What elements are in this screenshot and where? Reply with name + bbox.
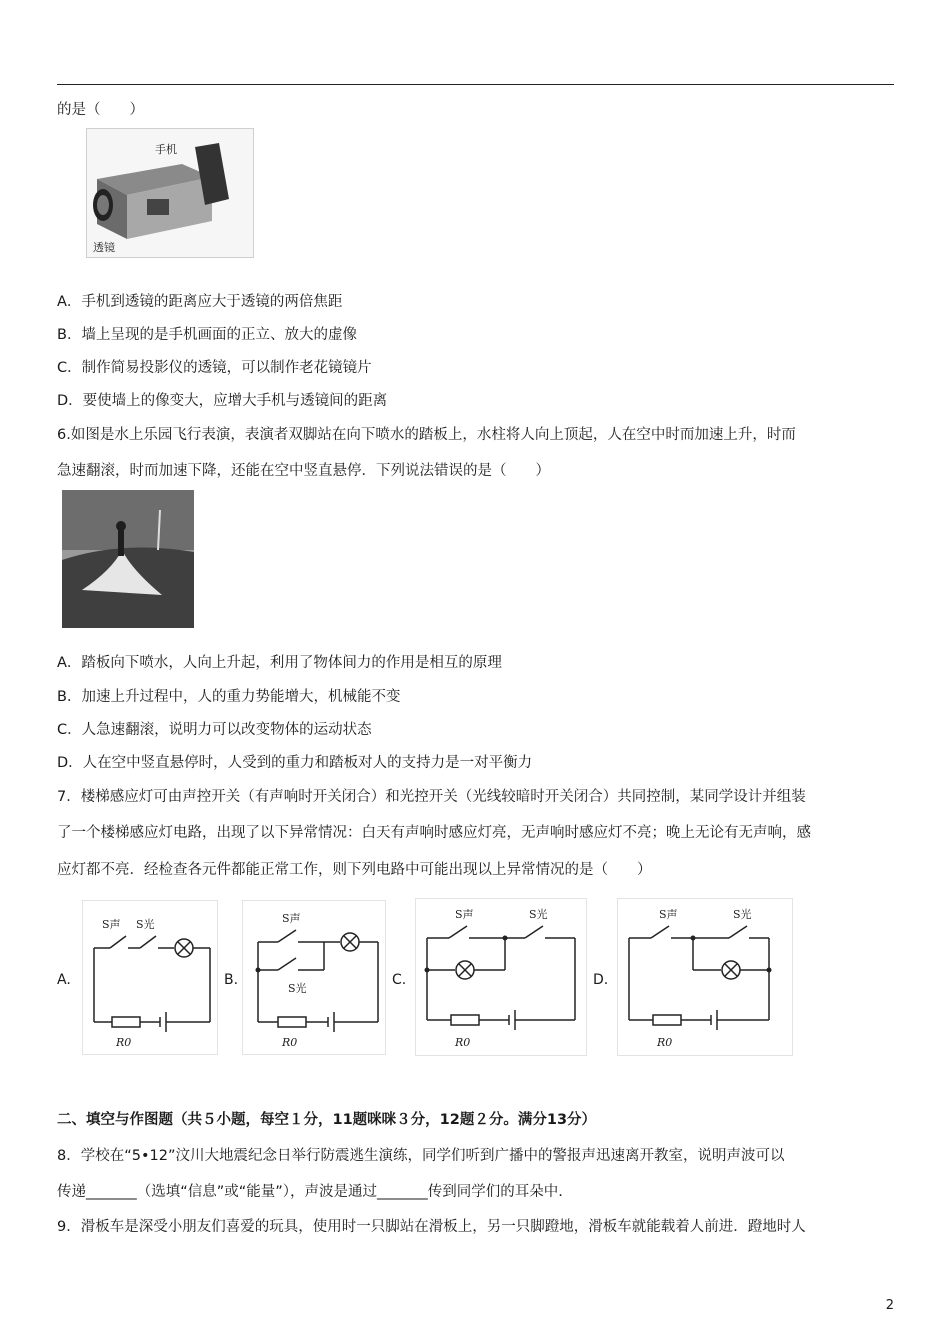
circuit-d-diagram bbox=[617, 898, 793, 1056]
q7-stem-line3: 应灯都不亮．经检查各元件都能正常工作，则下列电路中可能出现以上异常情况的是（ ） bbox=[57, 862, 652, 878]
circuit-a-diagram bbox=[82, 900, 218, 1055]
q6-option-a: A．踏板向下喷水，人向上升起，利用了物体间力的作用是相互的原理 bbox=[57, 655, 502, 671]
question-5-stem-tail: 的是（ ） bbox=[57, 102, 144, 118]
q5-option-a: A．手机到透镜的距离应大于透镜的两倍焦距 bbox=[57, 294, 343, 310]
c-sound-switch-label: S声 bbox=[455, 908, 474, 921]
q5-option-b: B．墙上呈现的是手机画面的正立、放大的虚像 bbox=[57, 327, 357, 343]
q5-option-d: D．要使墙上的像变大，应增大手机与透镜间的距离 bbox=[57, 393, 388, 409]
a-sound-switch-label: S声 bbox=[102, 918, 121, 931]
c-light-switch-label: S光 bbox=[529, 908, 548, 921]
header-rule bbox=[57, 84, 894, 85]
q6-stem-line1: 6.如图是水上乐园飞行表演，表演者双脚站在向下喷水的踏板上，水柱将人向上顶起，人在空中时而加速上升，时而 bbox=[57, 427, 796, 443]
circuit-b-letter: B. bbox=[224, 972, 239, 988]
circuit-b-diagram bbox=[242, 900, 386, 1055]
b-resistor-label: R0 bbox=[282, 1036, 298, 1049]
q7-stem-line1: 7．楼梯感应灯可由声控开关（有声响时开关闭合）和光控开关（光线较暗时开关闭合）共同控制，某同学设计并组装 bbox=[57, 789, 806, 805]
projector-photo bbox=[86, 128, 254, 258]
d-resistor-label: R0 bbox=[657, 1036, 673, 1049]
b-sound-switch-label: S声 bbox=[282, 912, 301, 925]
q6-option-b: B．加速上升过程中，人的重力势能增大，机械能不变 bbox=[57, 689, 401, 705]
a-resistor-label: R0 bbox=[116, 1036, 132, 1049]
q8-line1: 8．学校在“5•12”汶川大地震纪念日举行防震逃生演练，同学们听到广播中的警报声迅速离开教室，说明声波可以 bbox=[57, 1148, 785, 1164]
q7-stem-line2: 了一个楼梯感应灯电路，出现了以下异常情况：白天有声响时感应灯亮，无声响时感应灯不亮；晚上无论有无声响，感 bbox=[57, 825, 811, 841]
circuit-a-letter: A. bbox=[57, 972, 71, 988]
page-number: 2 bbox=[885, 1298, 894, 1313]
d-light-switch-label: S光 bbox=[733, 908, 752, 921]
circuit-d-letter: D. bbox=[593, 972, 609, 988]
q6-option-d: D．人在空中竖直悬停时，人受到的重力和踏板对人的支持力是一对平衡力 bbox=[57, 755, 533, 771]
q6-stem-line2: 急速翻滚，时而加速下降，还能在空中竖直悬停．下列说法错误的是（ ） bbox=[57, 463, 550, 479]
lens-label: 透镜 bbox=[93, 241, 115, 254]
section-2-title: 二、填空与作图题（共５小题，每空１分，11题咪咪３分，12题２分。满分13分） bbox=[57, 1112, 597, 1128]
water-performance-photo bbox=[62, 490, 194, 628]
a-light-switch-label: S光 bbox=[136, 918, 155, 931]
circuit-c-letter: C. bbox=[392, 972, 407, 988]
phone-label: 手机 bbox=[155, 143, 177, 156]
q6-option-c: C．人急速翻滚，说明力可以改变物体的运动状态 bbox=[57, 722, 372, 738]
q5-option-c: C．制作简易投影仪的透镜，可以制作老花镜镜片 bbox=[57, 360, 372, 376]
c-resistor-label: R0 bbox=[455, 1036, 471, 1049]
q9-line1: 9．滑板车是深受小朋友们喜爱的玩具，使用时一只脚站在滑板上，另一只脚蹬地，滑板车就能载着人前进．蹬地时人 bbox=[57, 1219, 806, 1235]
circuit-c-diagram bbox=[415, 898, 587, 1056]
b-light-switch-label: S光 bbox=[288, 982, 307, 995]
d-sound-switch-label: S声 bbox=[659, 908, 678, 921]
q8-line2: 传递_______（选填“信息”或“能量”），声波是通过_______传到同学们的耳朵中. bbox=[57, 1184, 563, 1200]
